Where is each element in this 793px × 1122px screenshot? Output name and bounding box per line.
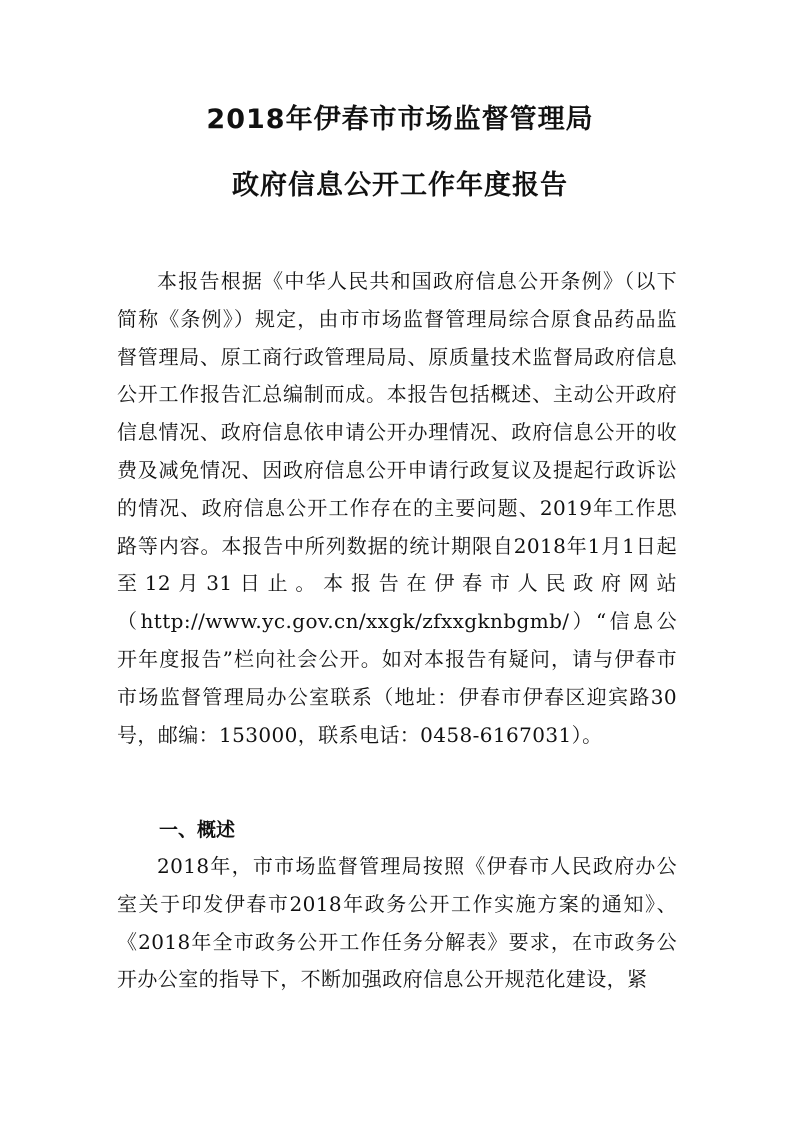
report-title-line-2: 政府信息公开工作年度报告 <box>232 170 568 201</box>
intro-paragraph: 本报告根据《中华人民共和国政府信息公开条例》（以下简称《条例》）规定，由市市场监督管理局综合原食品药品监督管理局、原工商行政管理局局、原质量技术监督局政府信息公开工作报告汇总编制而成。本报告包括概述、主动公开政府信息情况、政府信息依申请公开办理情况、政府信息公开的收费及减免情况、因政府信息公开申请行政复议及提起行政诉讼的情况、政府信息公开工作存在的主要问题、2019年工作思路等内容。本报告中所列数据的统计期限自2018年1月1日起至12月31日止。本报告在伊春市人民政府网站（http://www.yc.gov.cn/xxgk/zfxxgknbgmb/）“信息公开年度报告”栏向社会公开。如对本报告有疑问，请与伊春市市场监督管理局办公室联系（地址：伊春市伊春区迎宾路30号，邮编：153000，联系电话：0458-6167031）。 <box>117 269 677 747</box>
overview-paragraph: 2018年，市市场监督管理局按照《伊春市人民政府办公室关于印发伊春市2018年政务公开工作实施方案的通知》、《2018年全市政务公开工作任务分解表》要求，在市政务公开办公室的指导下，不断加强政府信息公开规范化建设，紧 <box>117 854 677 992</box>
section-heading-overview: 一、概述 <box>159 819 236 841</box>
report-title-line-1: 2018年伊春市市场监督管理局 <box>206 104 594 135</box>
